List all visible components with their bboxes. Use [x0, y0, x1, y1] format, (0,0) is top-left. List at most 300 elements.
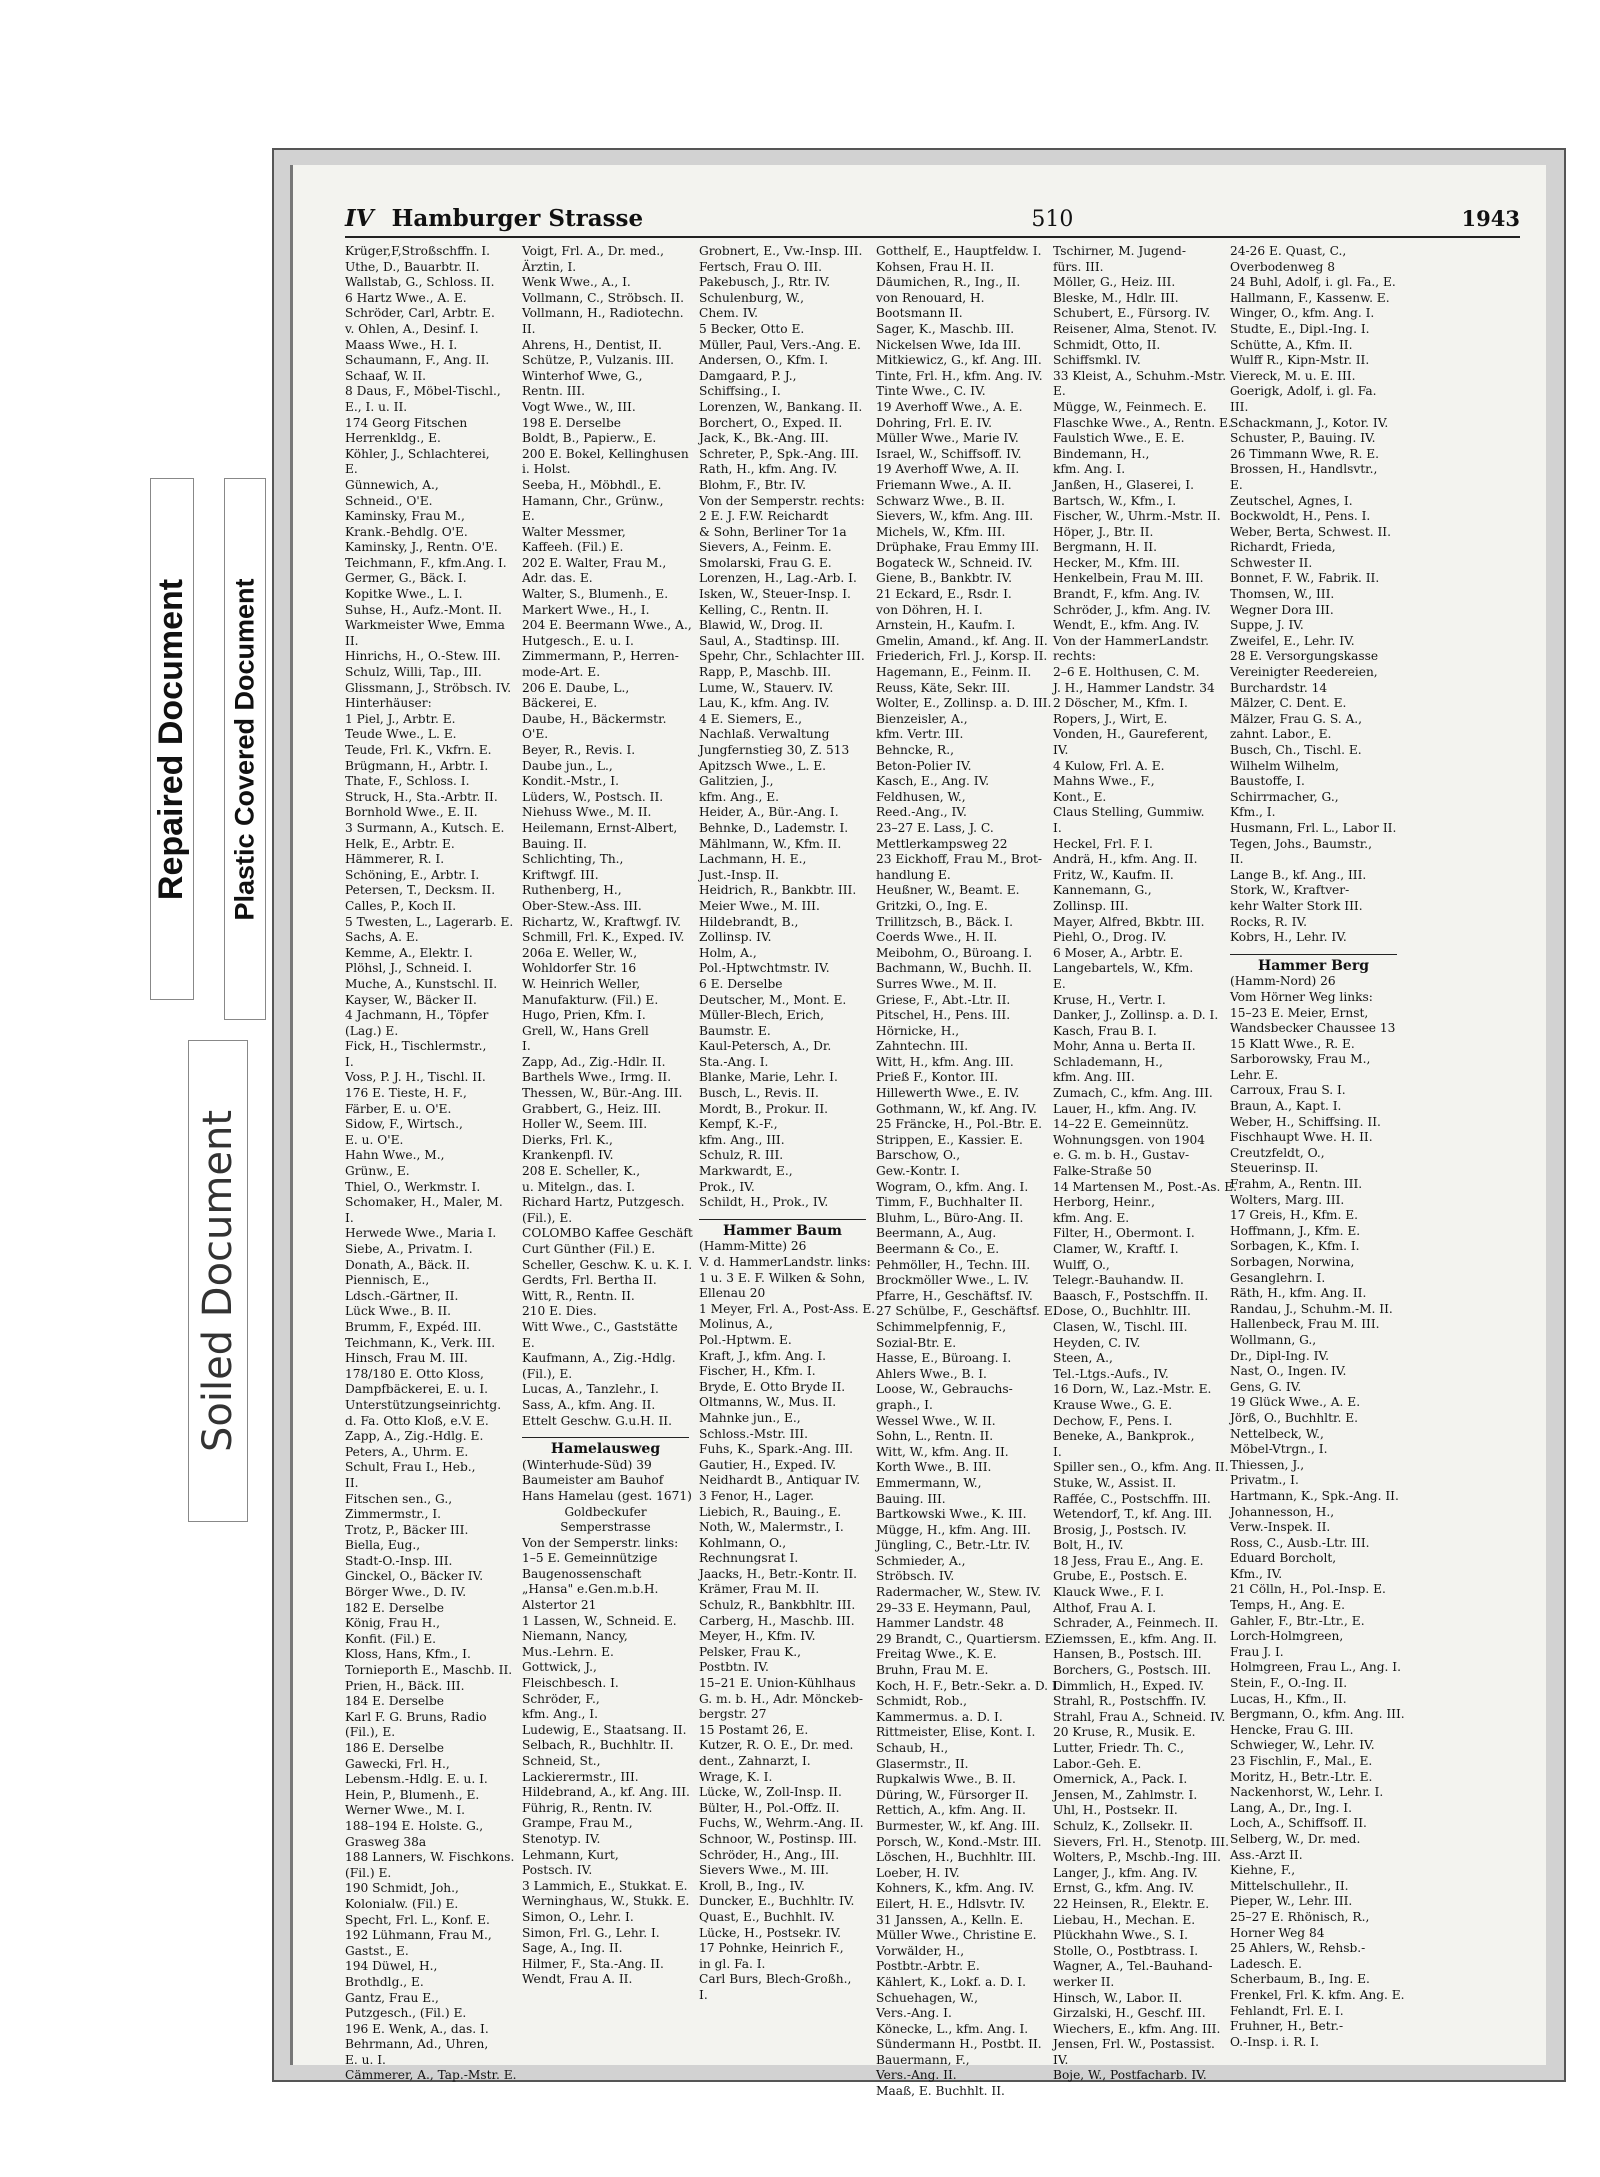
directory-entry: Brothdlg., E. [345, 1974, 424, 1989]
directory-entry: Schröder, F., [522, 1691, 600, 1706]
directory-entry: Schiffsing., I. [699, 384, 781, 399]
directory-entry: Höper, J., Btr. II. [1053, 524, 1154, 539]
directory-entry: Holmgreen, Frau L., Ang. I. [1230, 1660, 1401, 1675]
directory-entry: Cämmerer, A., Tap.-Mstr. E. [345, 2068, 517, 2083]
directory-entry: Prieß F., Kontor. III. [876, 1070, 999, 1085]
directory-entry: Pelsker, Frau K., [699, 1644, 801, 1659]
directory-entry: Meyer, H., Kfm. IV. [699, 1629, 816, 1644]
directory-entry: Bartkowski Wwe., K. III. [876, 1507, 1027, 1522]
directory-entry: Tinte Wwe., C. IV. [876, 384, 986, 399]
directory-entry: Johannesson, H., [1230, 1504, 1335, 1519]
directory-entry: Hallenbeck, Frau M. III. [1230, 1317, 1380, 1332]
directory-entry: Köhler, J., Schlachterei, [345, 446, 490, 461]
directory-entry: Mahns Wwe., F., [1053, 774, 1155, 789]
directory-entry: Heider, A., Bür.-Ang. I. [699, 805, 839, 820]
directory-entry: Krämer, Frau M. II. [699, 1582, 820, 1597]
directory-entry: I. [345, 1210, 354, 1225]
directory-entry: Mügge, W., Feinmech. E. [1053, 399, 1207, 414]
directory-entry: Von der Semperstr. rechts: [699, 493, 865, 508]
directory-entry: E. [1230, 477, 1243, 492]
directory-entry: Creutzfeldt, O., [1230, 1145, 1325, 1160]
directory-entry: Schulz, K., Zollsekr. II. [1053, 1818, 1193, 1833]
directory-entry: Maaß, E. Buchhlt. II. [876, 2084, 1005, 2099]
directory-entry: Lang, A., Dr., Ing. I. [1230, 1800, 1352, 1815]
directory-entry: Coerds Wwe., H. II. [876, 930, 998, 945]
page-header-title [345, 205, 643, 232]
directory-entry: 198 E. Derselbe [522, 415, 621, 430]
directory-entry: Wandsbecker Chaussee 13 [1230, 1021, 1396, 1036]
directory-entry: 4 Jachmann, H., Töpfer [345, 1008, 489, 1023]
directory-entry: Zimmermann, P., Herren- [522, 649, 679, 664]
directory-entry: Fischer, W., Uhrm.-Mstr. II. [1053, 509, 1221, 524]
directory-entry: Hugo, Prien, Kfm. I. [522, 1008, 646, 1023]
directory-entry: 176 E. Tieste, H. F., [345, 1086, 467, 1101]
directory-entry: Hillewerth Wwe., E. IV. [876, 1086, 1020, 1101]
directory-entry: Putzgesch., (Fil.) E. [345, 2006, 467, 2021]
directory-entry: 4 Kulow, Frl. A. E. [1053, 758, 1165, 773]
directory-entry: 23 Eickhoff, Frau M., Brot- [876, 852, 1043, 867]
directory-entry: Sorbagen, K., Kfm. I. [1230, 1239, 1360, 1254]
directory-entry: 33 Kleist, A., Schuhm.-Mstr. [1053, 368, 1227, 383]
directory-entry: Hasse, E., Büroang. I. [876, 1351, 1012, 1366]
directory-entry: Fick, H., Tischlermstr., [345, 1039, 487, 1054]
directory-entry: Kloss, Hans, Kfm., I. [345, 1647, 471, 1662]
directory-entry: 5 Twesten, L., Lagerarb. E. [345, 914, 514, 929]
directory-entry: Schröder, H., Ang., III. [699, 1847, 840, 1862]
directory-entry: Clamer, W., Kraftf. I. [1053, 1242, 1179, 1256]
directory-entry: Sta.-Ang. I. [699, 1054, 769, 1069]
directory-entry: Hecker, M., Kfm. III. [1053, 555, 1180, 570]
directory-entry: Frahm, A., Rentn. III. [1230, 1177, 1363, 1192]
directory-entry: Möbel-Vtrgn., I. [1230, 1442, 1328, 1457]
directory-entry: Heußner, W., Beamt. E. [876, 883, 1020, 898]
directory-entry: Uthe, D., Bauarbtr. II. [345, 259, 480, 274]
directory-entry: Privatm., I. [1230, 1473, 1299, 1488]
directory-entry: Hein, P., Blumenh., E. [345, 1787, 480, 1802]
directory-entry: Grasweg 38a [345, 1834, 427, 1849]
directory-entry: Ass.-Arzt II. [1230, 1847, 1303, 1862]
directory-entry: 22 Heinsen, R., Elektr. E. [1053, 1896, 1210, 1911]
directory-entry: Ross, C., Ausb.-Ltr. III. [1230, 1535, 1370, 1550]
page-number: 510 [1031, 207, 1074, 232]
directory-entry: Kutzer, R. O. E., Dr. med. [699, 1738, 854, 1753]
directory-entry: u. Mitelgn., das. I. [522, 1179, 636, 1194]
directory-entry: Vom Hörner Weg links: [1230, 989, 1373, 1004]
directory-entry: Kasch, Frau B. I. [1053, 1023, 1157, 1038]
directory-entry: Wiechers, E., kfm. Ang. III. [1053, 2021, 1221, 2036]
directory-entry: Dr., Dipl-Ing. IV. [1230, 1348, 1329, 1363]
directory-entry: Selberg, W., Dr. med. [1230, 1831, 1361, 1846]
directory-entry: Rechnungsrat I. [699, 1551, 799, 1566]
directory-entry: Vollmann, H., Radiotechn. [522, 306, 684, 321]
directory-entry: Hansen, B., Postsch. III. [1053, 1647, 1202, 1662]
directory-entry: 2 E. J. F.W. Reichardt [699, 509, 829, 524]
directory-entry: 28 E. Versorgungskasse [1230, 649, 1379, 664]
directory-column-3 [699, 244, 876, 2004]
directory-entry: Steuerinsp. II. [1230, 1161, 1319, 1176]
directory-entry: Bartsch, W., Kfm., I. [1053, 493, 1177, 508]
directory-entry: (Hamm-Nord) 26 [1230, 974, 1336, 989]
directory-entry: Ginckel, O., Bäcker IV. [345, 1569, 484, 1584]
directory-entry: Curt Günther (Fil.) E. [522, 1242, 656, 1256]
directory-entry: Jaacks, H., Betr.-Kontr. II. [699, 1566, 858, 1581]
directory-entry: Schaub, H., [876, 1741, 949, 1755]
directory-entry: Führig, R., Rentn. IV. [522, 1800, 653, 1815]
plastic-covered-text: Plastic Covered Document [229, 577, 260, 921]
directory-entry: Wegner Dora III. [1230, 602, 1334, 617]
directory-entry: E. u. O'E. [345, 1132, 404, 1147]
directory-entry: Schildt, H., Prok., IV. [699, 1195, 829, 1210]
directory-entry: Strahl, R., Postschffn. IV. [1053, 1694, 1207, 1709]
directory-entry: Holler W., Seem. III. [522, 1117, 648, 1132]
directory-entry: Horner Weg 84 [1230, 1925, 1325, 1940]
directory-entry: Carberg, H., Maschb. III. [699, 1613, 855, 1628]
directory-entry: Winger, O., kfm. Ang. I. [1230, 306, 1375, 321]
directory-entry: Trillitzsch, B., Bäck. I. [876, 914, 1013, 929]
directory-entry: Heckel, Frl. F. I. [1053, 836, 1153, 851]
directory-entry: Gastst., E. [345, 1943, 409, 1958]
directory-entry: 188 Lanners, W. Fischkons. [345, 1850, 515, 1865]
directory-entry: 25 Ahlers, W., Rehsb.- [1230, 1941, 1366, 1956]
directory-entry: Glissmann, J., Ströbsch. IV. [345, 680, 512, 695]
directory-entry: Vereinigter Reedereien, [1230, 665, 1378, 680]
directory-entry: Baugenossenschaft [522, 1566, 642, 1581]
directory-entry: IV. [1053, 2052, 1069, 2067]
directory-entry: Zweifel, E., Lehr. IV. [1230, 633, 1355, 648]
directory-entry: Bergmann, H. II. [1053, 540, 1157, 555]
directory-entry: Pakebusch, J., Rtr. IV. [699, 275, 831, 290]
directory-entry: 186 E. Derselbe [345, 1741, 444, 1755]
directory-entry: Schmill, Frl. K., Exped. IV. [522, 930, 685, 945]
directory-entry: Gautier, H., Exped. IV. [699, 1457, 837, 1472]
directory-entry: Falke-Straße 50 [1053, 1164, 1152, 1179]
directory-entry: Wollmann, G., [1230, 1332, 1317, 1347]
directory-entry: Fleischbesch. I. [522, 1676, 619, 1691]
directory-entry: Loose, W., Gebrauchs- [876, 1382, 1013, 1397]
directory-entry: Lauer, H., kfm. Ang. IV. [1053, 1101, 1197, 1116]
directory-entry: Dechow, F., Pens. I. [1053, 1413, 1173, 1428]
directory-entry: Kempf, K.-F., [699, 1117, 778, 1132]
directory-entry: Teichmann, K., Verk. III. [345, 1335, 496, 1350]
directory-entry: Heyden, C. IV. [1053, 1335, 1141, 1350]
directory-entry: Gotthelf, E., Hauptfeldw. I. [876, 244, 1042, 258]
directory-entry: Schneid., O'E. [345, 493, 433, 508]
directory-entry: Andersen, O., Kfm. I. [699, 353, 829, 368]
directory-entry: Ldsch.-Gärtner, II. [345, 1288, 459, 1303]
directory-entry: Siebe, A., Privatm. I. [345, 1242, 473, 1256]
directory-entry: Grampe, Frau M., [522, 1816, 633, 1831]
directory-entry: Piennisch, E., [345, 1273, 430, 1288]
directory-entry: Thomsen, W., III. [1230, 587, 1335, 602]
directory-entry: kfm. Vertr. III. [876, 727, 964, 742]
directory-entry: Tegen, Johs., Baumstr., [1230, 836, 1372, 851]
repaired-document-label [150, 478, 194, 1000]
directory-entry: Vogt Wwe., W., III. [522, 399, 636, 414]
directory-entry: Brandt, F., kfm. Ang. IV. [1053, 587, 1201, 602]
directory-entry: Mayer, Alfred, Bkbtr. III. [1053, 914, 1205, 929]
directory-entry: 1 Meyer, Frl. A., Post-Ass. E. [699, 1301, 876, 1316]
directory-entry: Petersen, T., Decksm. II. [345, 883, 496, 898]
volume-number: IV [345, 205, 374, 232]
directory-entry: Fischhaupt Wwe. H. II. [1230, 1130, 1373, 1145]
directory-entry: Lebensm.-Hdlg. E. u. I. [345, 1772, 488, 1787]
directory-entry: 2–6 E. Holthusen, C. M. [1053, 665, 1200, 680]
directory-entry: Wallstab, G., Schloss. II. [345, 275, 495, 290]
directory-entry: Prien, H., Bäck. III. [345, 1678, 465, 1693]
directory-entry: Witt, H., kfm. Ang. III. [876, 1054, 1014, 1069]
directory-entry: Sohn, L., Rentn. II. [876, 1429, 994, 1444]
directory-entry: Wolters, P., Mschb.-Ing. III. [1053, 1850, 1221, 1865]
directory-entry: 14 Martensen M., Post.-As. E. [1053, 1179, 1237, 1194]
directory-entry: 3 Surmann, A., Kutsch. E. [345, 820, 505, 835]
directory-entry: Rapp, P., Maschb. III. [699, 665, 831, 680]
directory-entry: kfm. Ang. I. [1053, 462, 1126, 477]
directory-column-6 [1230, 244, 1405, 2049]
directory-entry: Teude Wwe., L. E. [345, 727, 457, 742]
directory-entry: Löschen, H., Buchhltr. III. [876, 1850, 1037, 1865]
directory-entry: Kfm., I. [1230, 805, 1276, 820]
directory-entry: Schulz, Willi, Tap., III. [345, 665, 482, 680]
directory-entry: Rittmeister, Elise, Kont. I. [876, 1725, 1036, 1740]
directory-entry: Scheller, Geschw. K. u. K. I. [522, 1257, 693, 1272]
directory-entry: Herrenkldg., E. [345, 431, 441, 446]
directory-entry: Zumach, C., kfm. Ang. III. [1053, 1086, 1213, 1101]
directory-column-1 [345, 244, 517, 2083]
directory-entry: II. [345, 1475, 359, 1490]
directory-entry: Lüders, W., Postsch. II. [522, 789, 664, 804]
directory-entry: Lucas, H., Kfm., II. [1230, 1691, 1347, 1706]
directory-entry: Herwede Wwe., Maria I. [345, 1226, 497, 1241]
directory-entry: Lorenzen, H., Lag.-Arb. I. [699, 571, 857, 586]
directory-entry: Jensen, Frl. W., Postassist. [1053, 2037, 1215, 2052]
directory-entry: Postbtr.-Arbtr. E. [876, 1959, 980, 1974]
directory-entry: Hilmer, F., Sta.-Ang. II. [522, 1956, 664, 1971]
directory-entry: kfm. Ang. III. [1053, 1070, 1135, 1085]
directory-entry: Wulff, O., [1053, 1257, 1110, 1272]
directory-entry: 23–27 E. Lass, J. C. [876, 820, 994, 835]
directory-entry: Reuss, Käte, Sekr. III. [876, 680, 1011, 695]
directory-entry: Kobrs, H., Lehr. IV. [1230, 930, 1347, 945]
directory-entry: Peters, A., Uhrm. E. [345, 1444, 469, 1459]
directory-entry: Struck, H., Sta.-Arbtr. II. [345, 789, 498, 804]
directory-entry: Hörnicke, H., [876, 1023, 960, 1038]
directory-entry: Könecke, L., kfm. Ang. I. [876, 2021, 1029, 2036]
directory-column-2 [522, 244, 693, 2004]
directory-entry: Rettich, A., kfm. Ang. II. [876, 1803, 1026, 1818]
directory-entry: Schubert, E., Fürsorg. IV. [1053, 306, 1211, 321]
directory-entry: Ettelt Geschw. G.u.H. II. [522, 1413, 672, 1428]
directory-entry: Molinus, A., [699, 1317, 773, 1332]
directory-entry: Hutgesch., E. u. I. [522, 633, 634, 648]
directory-column-5 [1053, 244, 1237, 2083]
directory-entry: Spiller sen., O., kfm. Ang. II. [1053, 1460, 1229, 1475]
directory-entry: Bockwoldt, H., Pens. I. [1230, 509, 1371, 524]
street-sketch-label: Goldbeckufer [564, 1504, 647, 1519]
directory-entry: Thate, F., Schloss. I. [345, 774, 470, 789]
directory-entry: Kohsen, Frau H. II. [876, 259, 995, 274]
directory-entry: Sievers, W., kfm. Ang. III. [876, 509, 1034, 524]
directory-entry: Wolter, E., Zollinsp. a. D. III. [876, 696, 1052, 711]
directory-entry: Postsch. IV. [522, 1863, 593, 1878]
repaired-document-text: Repaired Document [152, 578, 191, 900]
directory-entry: graph., I. [876, 1397, 933, 1412]
directory-entry: Bryde, E. Otto Bryde II. [699, 1379, 846, 1394]
directory-entry: Gahler, F., Btr.-Ltr., E. [1230, 1613, 1365, 1628]
directory-entry: Althof, Frau A. I. [1053, 1600, 1157, 1615]
directory-entry: Sass, A., kfm. Ang. II. [522, 1397, 656, 1412]
directory-entry: Glasermstr., II. [876, 1756, 969, 1771]
directory-entry: 206 E. Daube, L., [522, 680, 630, 695]
directory-entry: Ärztin, I. [522, 259, 577, 274]
directory-entry: Liebich, R., Bauing., E. [699, 1504, 842, 1519]
directory-entry: Markwardt, E., [699, 1164, 793, 1179]
directory-entry: Damgaard, P. J., [699, 368, 797, 383]
directory-entry: 184 E. Derselbe [345, 1694, 444, 1709]
directory-entry: Sievers, A., Feinm. E. [699, 540, 832, 555]
directory-entry: Schreter, P., Spk.-Ang. III. [699, 446, 859, 461]
directory-entry: Donath, A., Bäck. II. [345, 1257, 470, 1272]
directory-entry: Tschirner, M. Jugend- [1053, 244, 1186, 258]
directory-entry: Sachs, A. E. [345, 930, 419, 945]
directory-entry: Daube jun., L., [522, 758, 613, 773]
directory-entry: Timm, F., Buchhalter II. [876, 1195, 1023, 1210]
directory-entry: Ludewig, E., Staatsang. II. [522, 1722, 687, 1737]
directory-entry: Goerigk, Adolf, i. gl. Fa. [1230, 384, 1377, 399]
directory-entry: Ziemssen, E., kfm. Ang. II. [1053, 1631, 1217, 1646]
directory-entry: Ober-Stew.-Ass. III. [522, 898, 642, 913]
directory-entry: 204 E. Beermann Wwe., A., [522, 618, 692, 633]
directory-entry: Apitzsch Wwe., L. E. [699, 758, 827, 773]
directory-entry: I. [699, 1987, 708, 2002]
directory-entry: Lachmann, H. E., [699, 852, 807, 867]
directory-entry: Germer, G., Bäck. I. [345, 571, 467, 586]
page-header [345, 205, 1520, 238]
directory-entry: Rentn. III. [522, 384, 586, 399]
directory-entry: W. Heinrich Weller, [522, 976, 641, 991]
directory-entry: Telegr.-Bauhandw. II. [1053, 1273, 1184, 1288]
directory-year: 1943 [1461, 206, 1520, 231]
directory-entry: Busch, L., Revis. II. [699, 1086, 819, 1101]
directory-entry: 206a E. Weller, W., [522, 945, 638, 960]
directory-entry: Muche, A., Kunstschl. II. [345, 976, 498, 991]
directory-entry: Grünw., E. [345, 1164, 410, 1179]
directory-entry: Klauck Wwe., F. I. [1053, 1585, 1164, 1600]
directory-entry: Ströbsch. IV. [876, 1569, 955, 1584]
directory-entry: Walter Messmer, [522, 524, 626, 539]
directory-entry: Lau, K., kfm. Ang. IV. [699, 696, 830, 711]
directory-entry: Von der Semperstr. links: [522, 1535, 679, 1550]
directory-entry: Sager, K., Maschb. III. [876, 321, 1015, 336]
plastic-covered-label [224, 478, 266, 1020]
directory-entry: Blawid, W., Drog. II. [699, 618, 824, 633]
directory-entry: Dierks, Frl. K., [522, 1132, 613, 1147]
directory-entry: I. [345, 1054, 354, 1069]
directory-entry: Konfit. (Fil.) E. [345, 1631, 437, 1646]
directory-entry: Jack, K., Bk.-Ang. III. [699, 431, 829, 446]
directory-entry: Nachlaß. Verwaltung [699, 727, 830, 742]
directory-entry: Wendt, E., kfm. Ang. IV. [1053, 618, 1200, 633]
directory-entry: Hallmann, F., Kassenw. E. [1230, 290, 1390, 305]
directory-entry: Radermacher, W., Stew. IV. [876, 1585, 1042, 1600]
directory-entry: Giene, B., Bankbtr. IV. [876, 571, 1012, 586]
directory-entry: Wulff R., Kipn-Mstr. II. [1230, 353, 1370, 368]
street-sketch-label: Semperstrasse [560, 1520, 651, 1535]
directory-entry: Weber, H., Schiffsing. II. [1230, 1114, 1381, 1129]
directory-entry: Mälzer, C. Dent. E. [1230, 696, 1347, 711]
directory-entry: König, Frau H., [345, 1616, 441, 1631]
directory-entry: 25 Fräncke, H., Pol.-Btr. E. [876, 1117, 1042, 1132]
directory-entry: Brügmann, H., Arbtr. I. [345, 758, 489, 773]
directory-entry: Schwester II. [1230, 555, 1313, 570]
directory-entry: Teude, Frl. K., Vkfrn. E. [345, 743, 492, 757]
directory-entry: Vers.-Ang. II. [876, 2068, 957, 2083]
directory-entry: Kfm., IV. [1230, 1566, 1283, 1581]
directory-entry: Boje, W., Postfacharb. IV. [1053, 2068, 1207, 2083]
directory-entry: von Renouard, H. [876, 290, 985, 305]
directory-entry: Viereck, M. u. E. III. [1230, 368, 1356, 383]
directory-entry: Schröder, Carl, Arbtr. E. [345, 306, 495, 321]
directory-entry: 6 E. Derselbe [699, 976, 783, 991]
directory-entry: e. G. m. b. H., Gustav- [1053, 1148, 1190, 1163]
directory-entry: 194 Düwel, H., [345, 1959, 438, 1974]
directory-entry: Jungfernstieg 30, Z. 513 [699, 743, 850, 757]
directory-entry: Isken, W., Steuer-Insp. I. [699, 587, 851, 602]
directory-entry: Markert Wwe., H., I. [522, 602, 650, 617]
directory-entry: Vorwälder, H., [876, 1943, 965, 1958]
directory-entry: G. m. b. H., Adr. Mönckeb- [699, 1691, 863, 1706]
directory-entry: kfm. Ang., III. [699, 1132, 785, 1147]
directory-entry: Lück Wwe., B. II. [345, 1304, 452, 1319]
directory-entry: Fertsch, Frau O. III. [699, 259, 823, 274]
directory-entry: Bogateck W., Schneid. IV. [876, 555, 1033, 570]
directory-entry: 190 Schmidt, Joh., [345, 1881, 459, 1896]
directory-entry: von Döhren, H. I. [876, 602, 983, 617]
directory-entry: Wrage, K. I. [699, 1769, 773, 1784]
directory-entry: Dampfbäckerei, E. u. I. [345, 1382, 489, 1397]
directory-entry: I. [522, 1039, 531, 1054]
directory-column-4 [876, 244, 1061, 2099]
directory-entry: 5 Becker, Otto E. [699, 321, 805, 336]
directory-entry: Hartmann, K., Spk.-Ang. II. [1230, 1488, 1399, 1503]
directory-entry: Hahn Wwe., M., [345, 1148, 445, 1163]
directory-entry: Flaschke Wwe., A., Rentn. E. [1053, 415, 1232, 430]
directory-entry: Schulenburg, W., [699, 290, 805, 305]
directory-entry: Fritz, W., Kaufm. II. [1053, 867, 1174, 882]
directory-entry: 21 Cölln, H., Pol.-Insp. E. [1230, 1582, 1386, 1597]
directory-entry: Emmermann, W., [876, 1475, 982, 1490]
directory-entry: Herborg, Heinr., [1053, 1195, 1156, 1210]
directory-entry: fürs. III. [1053, 259, 1104, 274]
directory-entry: Behnke, D., Lademstr. I. [699, 820, 849, 835]
directory-entry: Dimmlich, H., Exped. IV. [1053, 1678, 1204, 1693]
directory-entry: Ruthenberg, H., [522, 883, 622, 898]
directory-entry: Lorch-Holmgreen, [1230, 1629, 1344, 1644]
directory-entry: Warkmeister Wwe, Emma [345, 618, 505, 633]
directory-entry: Stadt-O.-Insp. III. [345, 1553, 453, 1568]
directory-entry: Wessel Wwe., W. II. [876, 1413, 996, 1428]
directory-entry: Alstertor 21 [522, 1598, 597, 1613]
directory-entry: Clasen, W., Tischl. III. [1053, 1319, 1188, 1334]
directory-entry: Richardt, Frieda, [1230, 540, 1336, 555]
directory-entry: Gmelin, Amand., kf. Ang. II. [876, 633, 1048, 648]
directory-entry: Kondit.-Mstr., I. [522, 774, 619, 789]
directory-entry: Witt, R., Rentn. II. [522, 1288, 635, 1303]
directory-entry: Ernst, G., kfm. Ang. IV. [1053, 1881, 1195, 1896]
directory-entry: Zimmermstr., I. [345, 1507, 442, 1522]
directory-entry: Lackierermstr., III. [522, 1769, 639, 1784]
directory-entry: Fuhs, K., Spark.-Ang. III. [699, 1442, 854, 1457]
directory-entry: Nettelbeck, W., [1230, 1426, 1324, 1441]
